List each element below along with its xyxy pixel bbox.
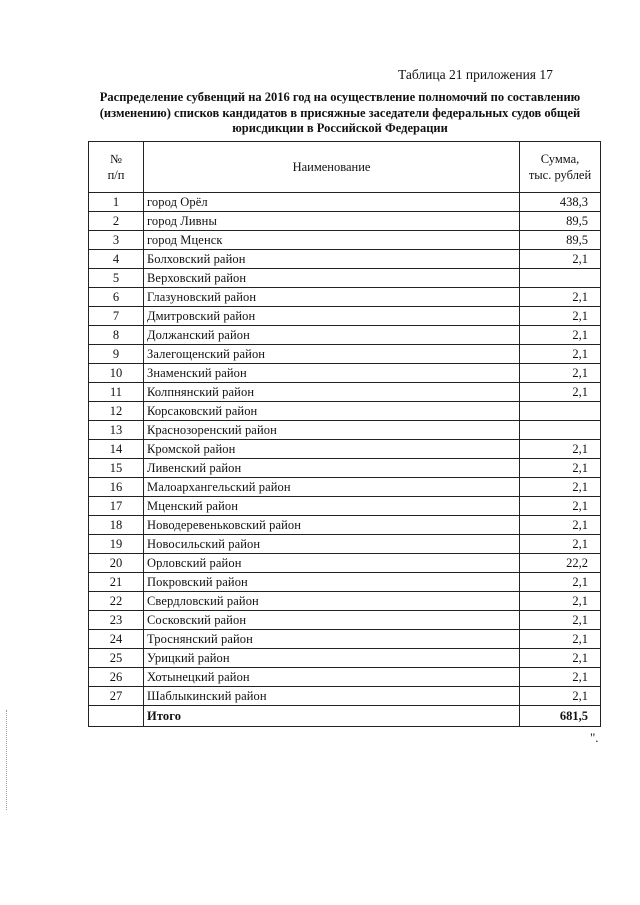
row-sum: 2,1 xyxy=(520,383,601,402)
row-sum: 2,1 xyxy=(520,459,601,478)
table-row xyxy=(89,421,601,440)
row-name: город Орёл xyxy=(144,193,520,212)
row-sum: 2,1 xyxy=(520,687,601,706)
row-sum: 2,1 xyxy=(520,326,601,345)
row-number: 24 xyxy=(89,630,144,649)
row-number: 18 xyxy=(89,516,144,535)
total-number-cell xyxy=(89,706,144,727)
header-sum xyxy=(520,142,601,193)
row-sum: 2,1 xyxy=(520,440,601,459)
row-sum: 438,3 xyxy=(520,193,601,212)
row-sum: 2,1 xyxy=(520,478,601,497)
row-name: Сосковский район xyxy=(144,611,520,630)
table-row xyxy=(89,250,601,269)
row-number: 23 xyxy=(89,611,144,630)
row-number: 17 xyxy=(89,497,144,516)
table-reference: Таблица 21 приложения 17 xyxy=(398,67,553,82)
row-name: Хотынецкий район xyxy=(144,668,520,687)
table-row xyxy=(89,592,601,611)
row-name: Глазуновский район xyxy=(144,288,520,307)
header-sum-line2: тыс. рублей xyxy=(528,168,592,182)
row-sum: 2,1 xyxy=(520,573,601,592)
table-row xyxy=(89,459,601,478)
total-label: Итого xyxy=(144,706,520,727)
table-row xyxy=(89,364,601,383)
table-row xyxy=(89,231,601,250)
row-sum: 89,5 xyxy=(520,212,601,231)
row-name: Ливенский район xyxy=(144,459,520,478)
row-number: 21 xyxy=(89,573,144,592)
row-name: Колпнянский район xyxy=(144,383,520,402)
row-number: 19 xyxy=(89,535,144,554)
table-row xyxy=(89,326,601,345)
table-row xyxy=(89,307,601,326)
table-row xyxy=(89,668,601,687)
row-name: Корсаковский район xyxy=(144,402,520,421)
title-line: (изменению) списков кандидатов в присяжные заседатели федеральных судов общей xyxy=(99,105,581,120)
row-sum: 2,1 xyxy=(520,497,601,516)
row-name: Знаменский район xyxy=(144,364,520,383)
header-number-line1: № xyxy=(110,152,122,166)
row-number: 2 xyxy=(89,212,144,231)
row-number: 9 xyxy=(89,345,144,364)
row-number: 6 xyxy=(89,288,144,307)
row-number: 7 xyxy=(89,307,144,326)
row-name: Покровский район xyxy=(144,573,520,592)
row-sum: 2,1 xyxy=(520,630,601,649)
row-name: Болховский район xyxy=(144,250,520,269)
row-sum: 2,1 xyxy=(520,250,601,269)
row-name: Урицкий район xyxy=(144,649,520,668)
row-number: 14 xyxy=(89,440,144,459)
table-row xyxy=(89,440,601,459)
row-sum: 2,1 xyxy=(520,535,601,554)
row-number: 26 xyxy=(89,668,144,687)
row-number: 3 xyxy=(89,231,144,250)
table-row xyxy=(89,345,601,364)
title-line: юрисдикции в Российской Федерации xyxy=(232,121,448,135)
row-name: Свердловский район xyxy=(144,592,520,611)
header-sum-line1: Сумма, xyxy=(540,152,580,166)
row-name: Новодеревеньковский район xyxy=(144,516,520,535)
row-name: Троснянский район xyxy=(144,630,520,649)
subsidy-table xyxy=(88,141,601,727)
row-sum xyxy=(520,421,601,440)
row-name: Верховский район xyxy=(144,269,520,288)
row-sum: 2,1 xyxy=(520,307,601,326)
table-row xyxy=(89,402,601,421)
row-number: 11 xyxy=(89,383,144,402)
table-row xyxy=(89,212,601,231)
row-sum: 2,1 xyxy=(520,649,601,668)
header-number-line2: п/п xyxy=(107,168,125,182)
table-row xyxy=(89,611,601,630)
row-sum: 2,1 xyxy=(520,345,601,364)
row-sum: 2,1 xyxy=(520,516,601,535)
table-row xyxy=(89,687,601,706)
row-name: Должанский район xyxy=(144,326,520,345)
row-number: 22 xyxy=(89,592,144,611)
header-number xyxy=(89,142,144,193)
table-row xyxy=(89,630,601,649)
row-number: 4 xyxy=(89,250,144,269)
row-number: 10 xyxy=(89,364,144,383)
row-number: 27 xyxy=(89,687,144,706)
table-header-row xyxy=(89,142,601,193)
table-row xyxy=(89,193,601,212)
table-row xyxy=(89,288,601,307)
row-name: Мценский район xyxy=(144,497,520,516)
row-number: 12 xyxy=(89,402,144,421)
row-number: 13 xyxy=(89,421,144,440)
total-row xyxy=(89,706,601,727)
row-number: 15 xyxy=(89,459,144,478)
title-line: Распределение субвенций на 2016 год на осуществление полномочий по составлению xyxy=(99,90,581,104)
total-sum: 681,5 xyxy=(520,706,601,727)
row-name: Краснозоренский район xyxy=(144,421,520,440)
table-row xyxy=(89,383,601,402)
row-name: Дмитровский район xyxy=(144,307,520,326)
row-number: 8 xyxy=(89,326,144,345)
table-row xyxy=(89,516,601,535)
row-name: Малоархангельский район xyxy=(144,478,520,497)
row-sum: 2,1 xyxy=(520,364,601,383)
row-sum: 2,1 xyxy=(520,592,601,611)
row-sum: 22,2 xyxy=(520,554,601,573)
table-row xyxy=(89,478,601,497)
row-number: 20 xyxy=(89,554,144,573)
table-row xyxy=(89,269,601,288)
table-row xyxy=(89,649,601,668)
row-sum: 89,5 xyxy=(520,231,601,250)
row-number: 16 xyxy=(89,478,144,497)
table-row xyxy=(89,554,601,573)
margin-dots xyxy=(6,710,9,810)
row-name: Кромской район xyxy=(144,440,520,459)
header-name: Наименование xyxy=(144,142,520,193)
row-sum xyxy=(520,402,601,421)
row-name: Новосильский район xyxy=(144,535,520,554)
row-number: 25 xyxy=(89,649,144,668)
table-row xyxy=(89,573,601,592)
row-sum xyxy=(520,269,601,288)
row-sum: 2,1 xyxy=(520,611,601,630)
row-sum: 2,1 xyxy=(520,288,601,307)
row-name: Орловский район xyxy=(144,554,520,573)
row-number: 1 xyxy=(89,193,144,212)
table-row xyxy=(89,535,601,554)
closing-quote: ". xyxy=(590,730,599,745)
row-sum: 2,1 xyxy=(520,668,601,687)
document-title xyxy=(85,90,595,137)
table-row xyxy=(89,497,601,516)
row-name: Залегощенский район xyxy=(144,345,520,364)
row-number: 5 xyxy=(89,269,144,288)
row-name: Шаблыкинский район xyxy=(144,687,520,706)
row-name: город Ливны xyxy=(144,212,520,231)
row-name: город Мценск xyxy=(144,231,520,250)
